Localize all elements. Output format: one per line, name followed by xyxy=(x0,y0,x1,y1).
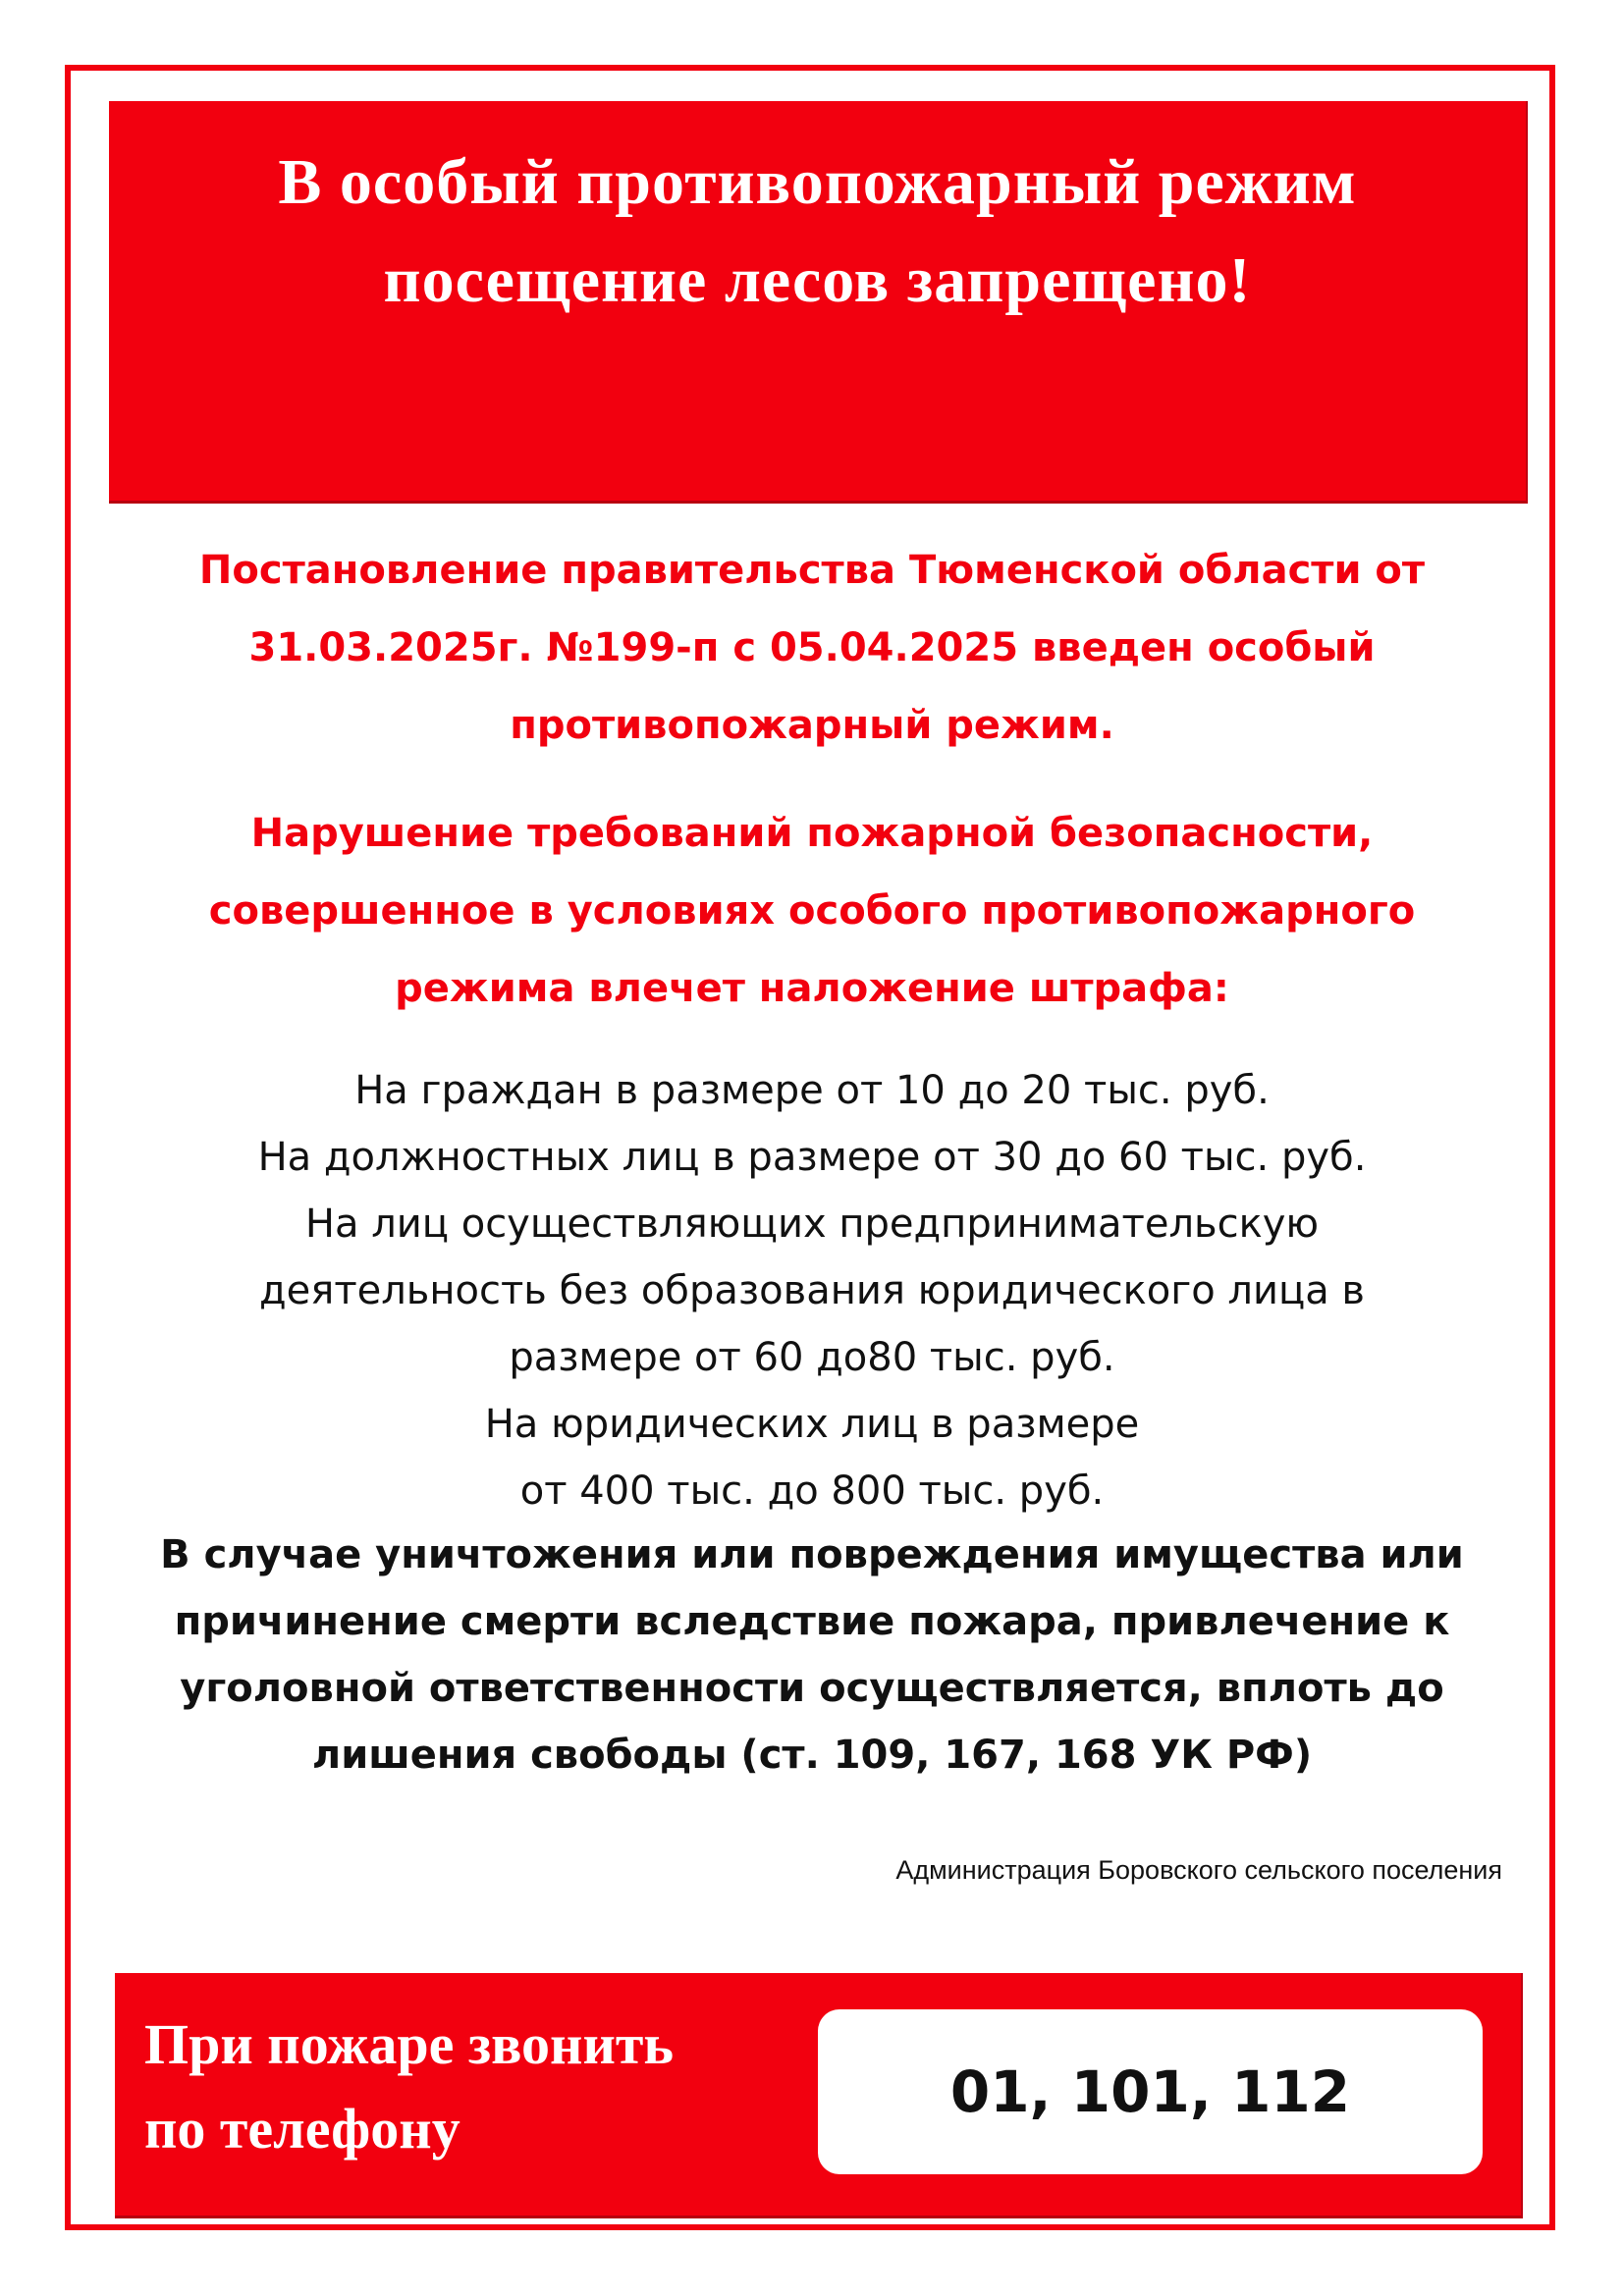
signature: Администрация Боровского сельского поселения xyxy=(895,1855,1502,1885)
fine-line: На юридических лиц в размере xyxy=(484,1402,1140,1447)
header-title-line-2: посещение лесов запрещено! xyxy=(383,244,1252,316)
decree-notice xyxy=(98,532,1526,765)
decree-line: Постановление правительства Тюменской области от xyxy=(198,548,1426,593)
phone-numbers: 01, 101, 112 xyxy=(949,2058,1351,2125)
fine-line: На должностных лиц в размере от 30 до 60 тыс. руб. xyxy=(257,1135,1367,1180)
fine-line: На граждан в размере от 10 до 20 тыс. руб. xyxy=(354,1068,1270,1113)
violation-line: режима влечет наложение штрафа: xyxy=(395,966,1229,1011)
call-line-2: по телефону xyxy=(144,2097,460,2161)
phone-numbers-box xyxy=(818,2009,1483,2174)
call-line-1: При пожаре звонить xyxy=(144,2012,675,2076)
criminal-liability-warning xyxy=(98,1522,1526,1789)
fines-list xyxy=(98,1057,1526,1524)
emergency-call-banner xyxy=(115,1973,1523,2218)
call-instruction xyxy=(144,2002,674,2171)
violation-notice xyxy=(98,795,1526,1028)
header-banner xyxy=(109,101,1528,504)
fine-line: деятельность без образования юридического лица в xyxy=(258,1268,1365,1313)
decree-line: 31.03.2025г. №199-п с 05.04.2025 введен особый xyxy=(248,625,1376,670)
header-title-line-1: В особый противопожарный режим xyxy=(278,146,1357,218)
violation-line: Нарушение требований пожарной безопасности, xyxy=(250,811,1374,856)
warning-line: В случае уничтожения или повреждения имущества или xyxy=(160,1532,1464,1577)
violation-line: совершенное в условиях особого противопожарного xyxy=(208,888,1416,934)
warning-line: лишения свободы (ст. 109, 167, 168 УК РФ) xyxy=(311,1733,1313,1778)
header-title xyxy=(109,133,1526,330)
warning-line: причинение смерти вследствие пожара, привлечение к xyxy=(174,1599,1450,1644)
fine-line: размере от 60 до80 тыс. руб. xyxy=(509,1335,1115,1380)
fine-line: На лиц осуществляющих предпринимательскую xyxy=(304,1201,1320,1247)
fine-line: от 400 тыс. до 800 тыс. руб. xyxy=(519,1468,1105,1514)
warning-line: уголовной ответственности осуществляется, вплоть до xyxy=(180,1666,1444,1711)
decree-line: противопожарный режим. xyxy=(510,703,1114,748)
